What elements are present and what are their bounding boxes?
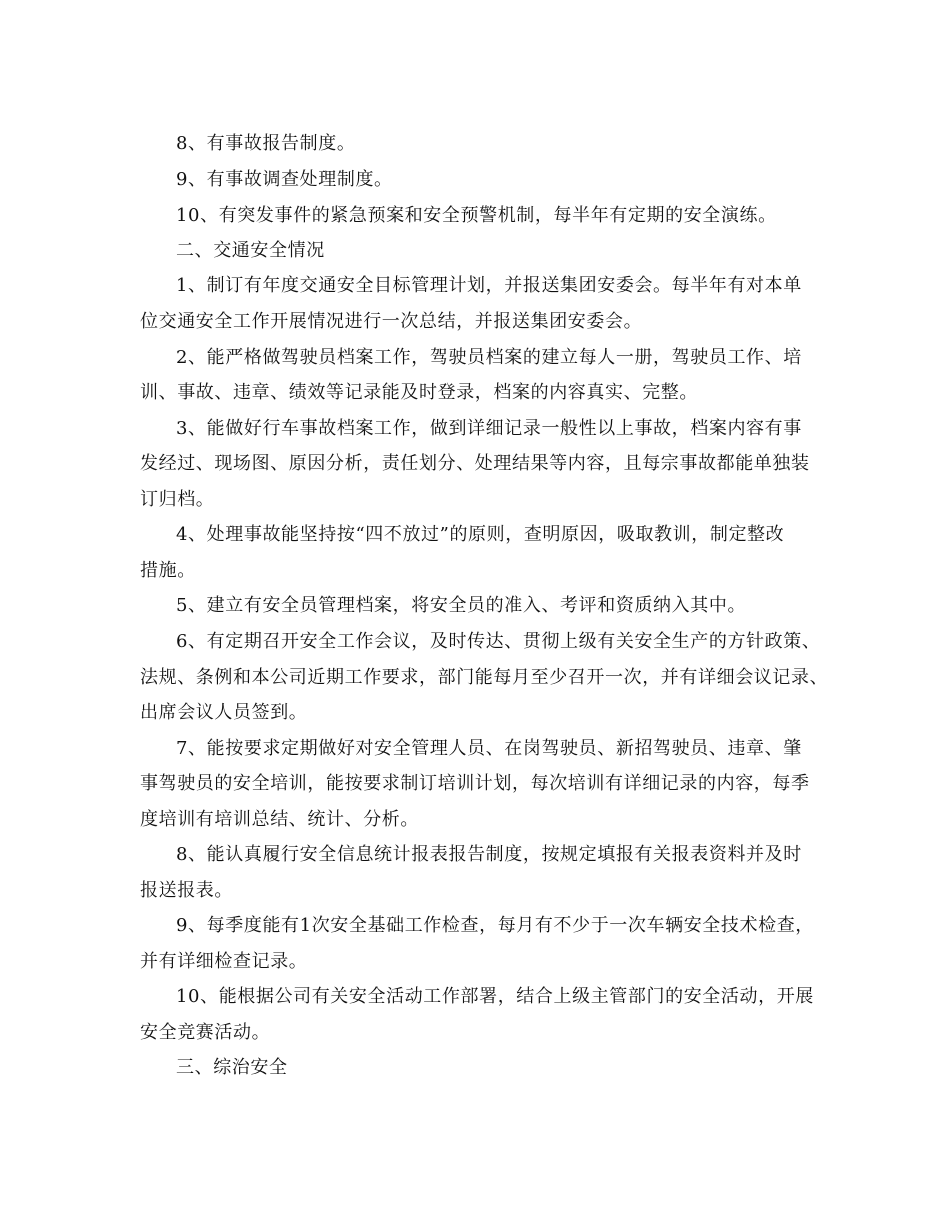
section-heading-comprehensive-safety: 三、综治安全: [176, 1057, 288, 1078]
traffic-item-8-line-1: 8、能认真履行安全信息统计报表报告制度，按规定填报有关报表资料并及时: [176, 844, 802, 865]
traffic-item-5: 5、建立有安全员管理档案，将安全员的准入、考评和资质纳入其中。: [176, 595, 747, 616]
section-heading-traffic-safety: 二、交通安全情况: [176, 240, 325, 261]
traffic-item-10-line-2: 安全竞赛活动。: [140, 1022, 271, 1043]
traffic-item-7-line-3: 度培训有培训总结、统计、分析。: [140, 809, 419, 830]
traffic-item-9-line-1: 9、每季度能有1次安全基础工作检查，每月有不少于一次车辆安全技术检查，: [176, 915, 814, 936]
traffic-item-6-line-2: 法规、条例和本公司近期工作要求，部门能每月至少召开一次，并有详细会议记录、: [140, 667, 829, 688]
traffic-item-1-line-1: 1、制订有年度交通安全目标管理计划，并报送集团安委会。每半年有对本单: [176, 275, 802, 296]
traffic-item-2-line-1: 2、能严格做驾驶员档案工作，驾驶员档案的建立每人一册，驾驶员工作、培: [176, 347, 802, 368]
item-9-accident-investigation: 9、有事故调查处理制度。: [176, 169, 393, 190]
traffic-item-3-line-3: 订归档。: [140, 489, 215, 510]
traffic-item-4-line-1: 4、处理事故能坚持按“四不放过”的原则，查明原因，吸取教训，制定整改: [176, 524, 785, 545]
traffic-item-8-line-2: 报送报表。: [140, 880, 233, 901]
traffic-item-7-line-2: 事驾驶员的安全培训，能按要求制订培训计划，每次培训有详细记录的内容，每季: [140, 773, 810, 794]
traffic-item-1-line-2: 位交通安全工作开展情况进行一次总结，并报送集团安委会。: [140, 311, 643, 332]
item-8-accident-report: 8、有事故报告制度。: [176, 133, 356, 154]
traffic-item-2-line-2: 训、事故、违章、绩效等记录能及时登录，档案的内容真实、完整。: [140, 382, 698, 403]
traffic-item-3-line-1: 3、能做好行车事故档案工作，做到详细记录一般性以上事故，档案内容有事: [176, 418, 802, 439]
traffic-item-6-line-3: 出席会议人员签到。: [140, 702, 308, 723]
traffic-item-6-line-1: 6、有定期召开安全工作会议，及时传达、贯彻上级有关安全生产的方针政策、: [176, 631, 821, 652]
traffic-item-7-line-1: 7、能按要求定期做好对安全管理人员、在岗驾驶员、新招驾驶员、违章、肇: [176, 738, 802, 759]
traffic-item-3-line-2: 发经过、现场图、原因分析，责任划分、处理结果等内容，且每宗事故都能单独装: [140, 453, 810, 474]
traffic-item-9-line-2: 并有详细检查记录。: [140, 951, 308, 972]
traffic-item-4-line-2: 措施。: [140, 560, 196, 581]
traffic-item-10-line-1: 10、能根据公司有关安全活动工作部署，结合上级主管部门的安全活动，开展: [176, 986, 814, 1007]
item-10-emergency-plan: 10、有突发事件的紧急预案和安全预警机制，每半年有定期的安全演练。: [176, 205, 777, 226]
